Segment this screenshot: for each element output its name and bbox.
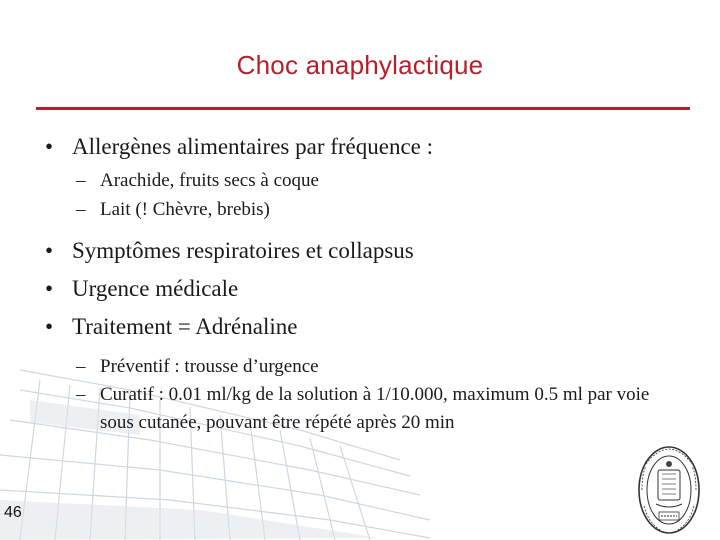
dash-mark: –	[76, 170, 86, 191]
dash-mark: –	[76, 384, 86, 405]
sub-bullet-text: Curatif : 0.01 ml/kg de la solution à 1/10.000, maximum 0.5 ml par voie sous cutanée, pouvant être répété après 20 min	[100, 384, 650, 433]
bullet-symptoms	[40, 232, 680, 270]
sub-bullet-peanuts	[40, 166, 680, 195]
sub-bullet-preventive	[40, 352, 680, 381]
slide-content	[40, 133, 680, 437]
sub-bullet-milk	[40, 195, 680, 224]
bullet-text: Traitement = Adrénaline	[72, 314, 298, 339]
bullet-treatment	[40, 308, 680, 346]
slide-title: Choc anaphylactique	[236, 50, 484, 80]
bullet-mark: •	[45, 276, 54, 301]
bullet-mark: •	[45, 134, 54, 159]
sub-bullet-curative	[40, 381, 680, 437]
bullet-mark: •	[45, 314, 54, 339]
bullet-mark: •	[45, 238, 54, 263]
title-divider	[36, 107, 690, 110]
sub-bullet-text: Lait (! Chèvre, brebis)	[100, 199, 270, 220]
sub-bullet-text: Préventif : trousse d’urgence	[100, 356, 319, 377]
bullet-text: Allergènes alimentaires par fréquence :	[72, 134, 434, 159]
sub-bullet-text: Arachide, fruits secs à coque	[100, 170, 319, 191]
dash-mark: –	[76, 356, 86, 377]
page-number: 46	[4, 504, 22, 521]
bullet-text: Symptômes respiratoires et collapsus	[72, 238, 414, 263]
dash-mark: –	[76, 199, 86, 220]
university-seal-logo	[636, 444, 702, 536]
bullet-text: Urgence médicale	[72, 276, 239, 301]
bullet-emergency	[40, 270, 680, 308]
bullet-allergens	[40, 133, 680, 160]
